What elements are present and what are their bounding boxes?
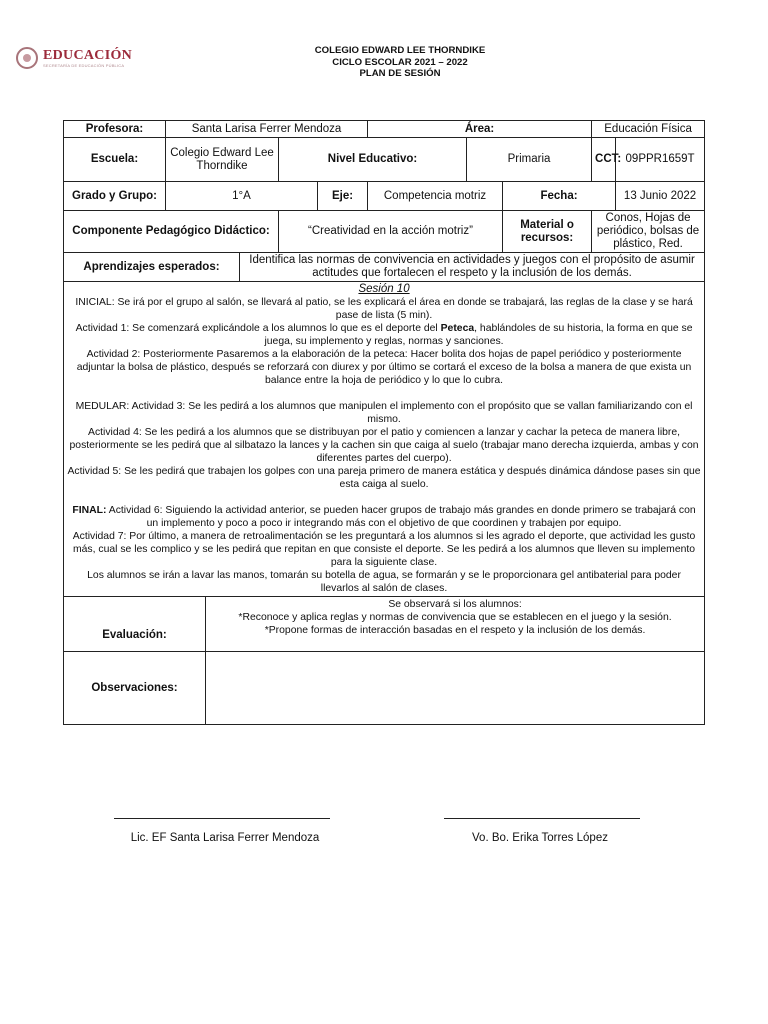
area-label: Área: (368, 121, 592, 138)
signature-left: Lic. EF Santa Larisa Ferrer Mendoza (130, 832, 320, 844)
aprendizajes-label: Aprendizajes esperados: (64, 253, 240, 282)
componente-label: Componente Pedagógico Didáctico: (64, 211, 279, 253)
seal-icon (16, 47, 38, 69)
nivel-label: Nivel Educativo: (279, 138, 467, 182)
session-plan-table (63, 120, 705, 725)
observaciones-label: Observaciones: (64, 652, 206, 725)
fecha-label: Fecha: (503, 182, 616, 211)
logo-word: EDUCACIÓN (43, 48, 133, 63)
row-observaciones (64, 652, 705, 725)
area-value: Educación Física (592, 121, 705, 138)
row-aprendizajes (64, 253, 705, 282)
signature-right: Vo. Bo. Erika Torres López (472, 832, 608, 844)
signature-line-left (114, 818, 330, 819)
session-activity-4: Actividad 4: Se les pedirá a los alumnos que se distribuyan por el patio y comiencen a lanzar y cachar la peteca de manera libre, posteriormente se les pedirá que al silbatazo la lances y la cachen sin que caiga al suelo (trabajar mano derecha izquierda, ambas y con diferentes partes del cuerpo). (69, 427, 699, 464)
row-evaluacion (64, 597, 705, 652)
row-session (64, 282, 705, 597)
session-closing: Los alumnos se irán a lavar las manos, tomarán su botella de agua, se formarán y se le proporcionara gel antibaterial para poder llevarlos al salón de clases. (87, 570, 681, 594)
session-activity-1: Actividad 1: Se comenzará explicándole a los alumnos lo que es el deporte del Peteca, hablándoles de su historia, la forma en que se juega, su implemento y reglas, normas y sanciones. (75, 323, 693, 347)
school-cycle: CICLO ESCOLAR 2021 – 2022 (332, 56, 468, 68)
cct-value: 09PPR1659T (616, 138, 705, 182)
nivel-value: Primaria (467, 138, 592, 182)
eje-label: Eje: (318, 182, 368, 211)
row-escuela (64, 138, 705, 182)
evaluacion-intro: Se observará si los alumnos: (388, 599, 522, 610)
plan-title: PLAN DE SESIÓN (359, 68, 441, 79)
document-header (200, 45, 600, 80)
evaluacion-content (206, 597, 705, 652)
session-activity-5: Actividad 5: Se les pedirá que trabajen los golpes con una pareja primero de manera estática y después dinámica dándose pases sin que esta caiga al suelo. (67, 466, 701, 490)
session-medular: MEDULAR: Actividad 3: Se les pedirá a los alumnos que manipulen el implemento con el propósito que se vallan familiarizando con el mismo. (75, 401, 693, 425)
escuela-label: Escuela: (64, 138, 166, 182)
escuela-value: Colegio Edward Lee Thorndike (166, 138, 279, 182)
evaluacion-label: Evaluación: (64, 597, 206, 652)
session-activity-7: Actividad 7: Por último, a manera de retroalimentación se les preguntará a los alumnos si les agrado el deporte, que actividad les gusto más, cual se les complico y se les pedirá que repitan en que consiste el deporte. Se les pedirá a los alumnos que lleven su implemento para la siguiente clase. (72, 531, 696, 568)
session-inicial: INICIAL: Se irá por el grupo al salón, se llevará al patio, se les explicará el área en donde se trabajará, las reglas de la clase y se hará pase de lista (5 min). (75, 297, 693, 321)
cct-label: CCT: (592, 138, 616, 182)
observaciones-value (206, 652, 705, 725)
row-profesora (64, 121, 705, 138)
componente-value: “Creatividad en la acción motriz” (279, 211, 503, 253)
material-value: Conos, Hojas de periódico, bolsas de plástico, Red. (592, 211, 705, 253)
row-componente (64, 211, 705, 253)
logo-subtitle: SECRETARÍA DE EDUCACIÓN PÚBLICA (43, 63, 125, 68)
fecha-value: 13 Junio 2022 (616, 182, 705, 211)
profesora-label: Profesora: (64, 121, 166, 138)
school-name: COLEGIO EDWARD LEE THORNDIKE (314, 45, 486, 56)
eje-value: Competencia motriz (368, 182, 503, 211)
session-activity-2: Actividad 2: Posteriormente Pasaremos a la elaboración de la peteca: Hacer bolita dos hojas de papel periódico y posteriormente adjuntar la bolsa de plástico, después se reforzará con diurex y por último se cortará el exceso de la bolsa a manera de que exista un balance entre la hoja de periódico y lo que lo cubra. (76, 349, 692, 386)
evaluacion-item-1: *Reconoce y aplica reglas y normas de convivencia que se establecen en el juego y la sesión. (238, 612, 672, 623)
session-content (64, 282, 705, 597)
signature-line-right (444, 818, 640, 819)
sep-logo (16, 47, 132, 69)
row-grado (64, 182, 705, 211)
material-label: Material o recursos: (503, 211, 592, 253)
session-final: FINAL: Actividad 6: Siguiendo la actividad anterior, se pueden hacer grupos de trabajo más grandes en donde primero se trabajará con un implemento y poco a poco ir integrando más con el objetivo de que coordinen y trabajen por equipo. (72, 505, 696, 529)
evaluacion-item-2: *Propone formas de interacción basadas en el respeto y la inclusión de los demás. (264, 625, 646, 636)
grado-label: Grado y Grupo: (64, 182, 166, 211)
session-title: Sesión 10 (358, 283, 410, 295)
profesora-value: Santa Larisa Ferrer Mendoza (166, 121, 368, 138)
aprendizajes-value: Identifica las normas de convivencia en actividades y juegos con el propósito de asumir actitudes que fortalecen el respeto y la inclusión de los demás. (240, 253, 705, 282)
grado-value: 1°A (166, 182, 318, 211)
